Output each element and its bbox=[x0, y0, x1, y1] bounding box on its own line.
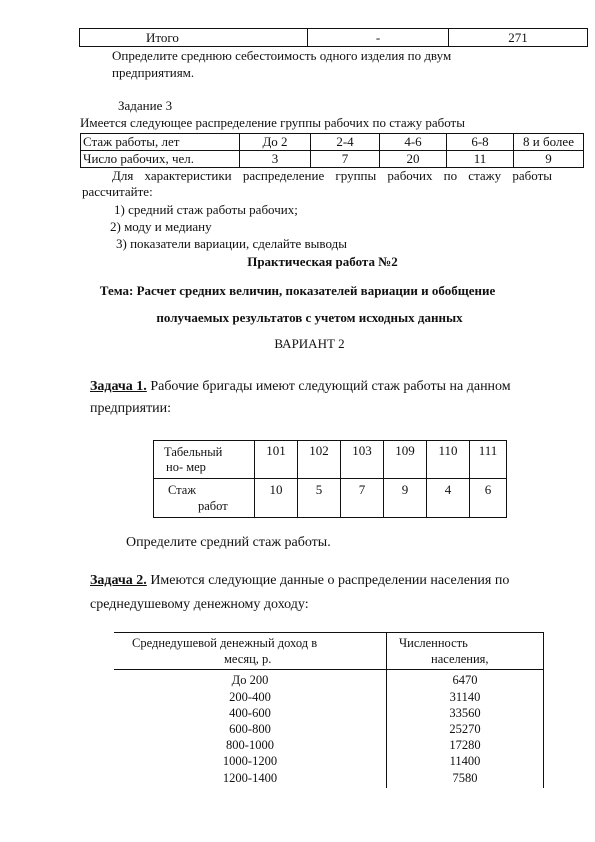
table-cell: 9 bbox=[384, 479, 427, 518]
table-cell: 25270 bbox=[387, 721, 544, 737]
table-cell: 101 bbox=[255, 441, 298, 479]
income-distribution-table bbox=[114, 632, 544, 788]
brigade-seniority-table bbox=[153, 440, 507, 518]
table-cell: 11 bbox=[447, 151, 514, 168]
table-cell: 9 bbox=[514, 151, 584, 168]
table-row bbox=[114, 753, 544, 769]
table-row bbox=[81, 151, 584, 168]
table-cell bbox=[114, 633, 387, 670]
table-cell: 8 и более bbox=[514, 134, 584, 151]
table-row bbox=[80, 29, 588, 47]
table-row bbox=[114, 670, 544, 689]
table-cell: 6 bbox=[470, 479, 507, 518]
list-item: 1) средний стаж работы рабочих; bbox=[114, 202, 298, 217]
table-cell: 1200-1400 bbox=[114, 770, 387, 788]
table-row bbox=[154, 479, 507, 518]
row-label-text: работ bbox=[198, 499, 228, 513]
paragraph-line: предприятиям. bbox=[112, 65, 195, 80]
topic-line: Тема: Расчет средних величин, показателей вариации и обобщение bbox=[99, 283, 496, 298]
table-cell: 1000-1200 bbox=[114, 753, 387, 769]
table-cell bbox=[154, 441, 255, 479]
task1-question: Определите средний стаж работы. bbox=[126, 535, 331, 550]
list-item: 3) показатели вариации, сделайте выводы bbox=[116, 236, 347, 251]
table-cell: 103 bbox=[341, 441, 384, 479]
task3-heading: Задание 3 bbox=[118, 98, 173, 113]
table-cell bbox=[387, 633, 544, 670]
table-cell: - bbox=[308, 29, 449, 47]
task2-text: Имеются следующие данные о распределении населения по bbox=[146, 573, 510, 588]
table-cell: 11400 bbox=[387, 753, 544, 769]
header-text: Среднедушевой денежный доход в bbox=[132, 636, 318, 650]
task1-line: предприятии: bbox=[90, 401, 172, 416]
variant-label: ВАРИАНТ 2 bbox=[274, 336, 345, 351]
row-label-text: Стаж bbox=[168, 483, 196, 497]
worker-seniority-table bbox=[80, 133, 584, 168]
table-row bbox=[114, 633, 544, 670]
table-cell: 6470 bbox=[387, 670, 544, 689]
table-row bbox=[114, 689, 544, 705]
table-cell: 7580 bbox=[387, 770, 544, 788]
table-cell: 4-6 bbox=[380, 134, 447, 151]
table-cell: 17280 bbox=[387, 737, 544, 753]
table-row bbox=[114, 721, 544, 737]
table-cell: 600-800 bbox=[114, 721, 387, 737]
task2-line bbox=[90, 572, 509, 590]
topic-line: получаемых результатов с учетом исходных данных bbox=[156, 310, 463, 325]
table-cell: Число рабочих, чел. bbox=[81, 151, 240, 168]
table-cell: 10 bbox=[255, 479, 298, 518]
table-cell: 2-4 bbox=[311, 134, 380, 151]
table-cell: 109 bbox=[384, 441, 427, 479]
task1-text: Рабочие бригады имеют следующий стаж работы на данном bbox=[146, 379, 511, 394]
paragraph-line: Определите среднюю себестоимость одного изделия по двум bbox=[112, 48, 452, 63]
table-row bbox=[81, 134, 584, 151]
table-cell: 31140 bbox=[387, 689, 544, 705]
header-text: населения, bbox=[431, 652, 489, 667]
table-row bbox=[114, 737, 544, 753]
list-item: 2) моду и медиану bbox=[110, 219, 212, 234]
total-row-table bbox=[79, 28, 588, 47]
header-text: Численность bbox=[399, 636, 468, 650]
table-cell: 111 bbox=[470, 441, 507, 479]
table-cell: 7 bbox=[341, 479, 384, 518]
table-cell: 102 bbox=[298, 441, 341, 479]
table-row bbox=[114, 770, 544, 788]
table-cell: 110 bbox=[427, 441, 470, 479]
table-cell: 7 bbox=[311, 151, 380, 168]
header-text: но- мер bbox=[166, 459, 206, 474]
task3-intro: Имеется следующее распределение группы рабочих по стажу работы bbox=[80, 115, 465, 130]
task2-line: среднедушевому денежному доходу: bbox=[90, 597, 309, 612]
task1-label: Задача 1. bbox=[90, 379, 147, 394]
practice-title: Практическая работа №2 bbox=[247, 254, 398, 269]
header-text: месяц, р. bbox=[224, 652, 272, 667]
table-cell: 33560 bbox=[387, 705, 544, 721]
task2-label: Задача 2. bbox=[90, 573, 147, 588]
table-cell: 3 bbox=[240, 151, 311, 168]
paragraph-line: рассчитайте: bbox=[82, 184, 153, 199]
table-cell: 5 bbox=[298, 479, 341, 518]
table-cell: Итого bbox=[80, 29, 308, 47]
table-row bbox=[114, 705, 544, 721]
paragraph-line: Для характеристики распределение группы рабочих по стажу работы bbox=[112, 168, 552, 183]
table-cell: 20 bbox=[380, 151, 447, 168]
table-cell: 4 bbox=[427, 479, 470, 518]
table-cell: До 200 bbox=[114, 670, 387, 689]
task1-line bbox=[90, 378, 511, 396]
table-cell: 200-400 bbox=[114, 689, 387, 705]
table-cell: 800-1000 bbox=[114, 737, 387, 753]
table-cell bbox=[154, 479, 255, 518]
table-cell: 400-600 bbox=[114, 705, 387, 721]
table-cell: 6-8 bbox=[447, 134, 514, 151]
table-row bbox=[154, 441, 507, 479]
table-cell: 271 bbox=[449, 29, 588, 47]
table-cell: Стаж работы, лет bbox=[81, 134, 240, 151]
header-text: Табельный bbox=[164, 444, 223, 459]
table-cell: До 2 bbox=[240, 134, 311, 151]
